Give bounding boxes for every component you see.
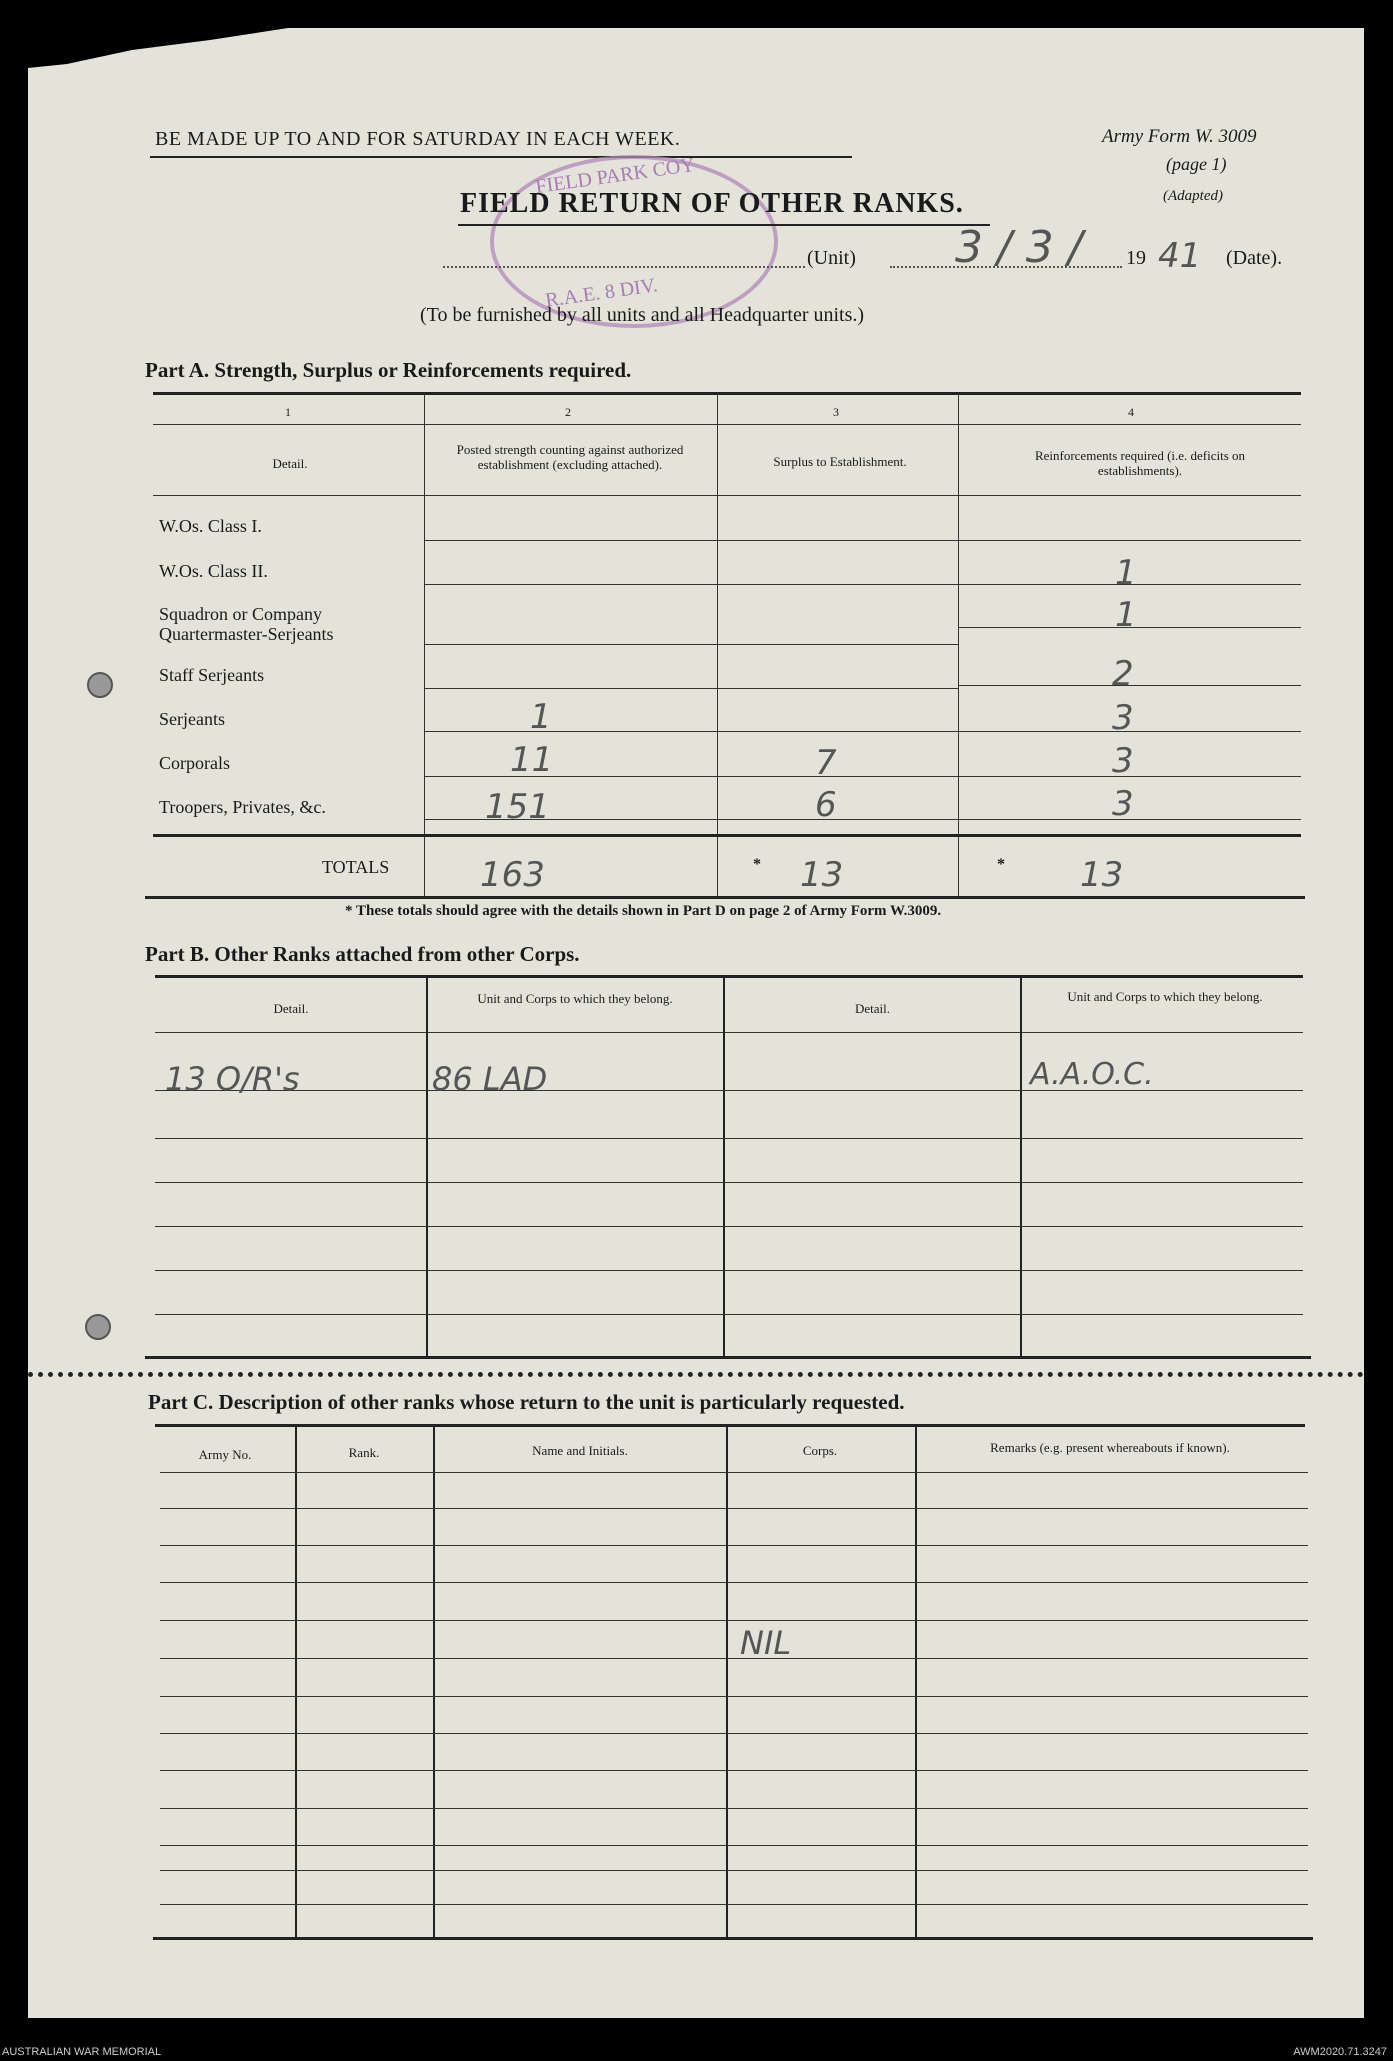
part-c-row-rule — [160, 1870, 1308, 1871]
part-b-heading: Part B. Other Ranks attached from other Corps. — [145, 942, 580, 966]
part-b-bottom-rule — [145, 1356, 1311, 1359]
part-c-row-rule — [160, 1545, 1308, 1546]
page-number: (page 1) — [1166, 154, 1227, 174]
row-rule — [424, 540, 1301, 541]
stamp-top-text: FIELD PARK COY — [534, 153, 697, 199]
row-rule — [424, 819, 1301, 820]
part-b-header-rule — [155, 1032, 1303, 1033]
part-a-top-rule — [153, 392, 1301, 395]
part-a-header-rule — [153, 495, 1301, 496]
row-label-cqms: Squadron or Company Quartermaster-Serjeants — [159, 604, 334, 644]
handwritten-date: 3 / 3 / — [955, 222, 1083, 273]
punch-hole — [87, 672, 113, 698]
part-b-col-divider — [426, 976, 428, 1356]
row-label-serjeants: Serjeants — [159, 709, 225, 729]
surplus-corporals: 7 — [815, 743, 837, 783]
part-b-unit-entry: 86 LAD — [432, 1060, 548, 1098]
part-c-header-remarks: Remarks (e.g. present whereabouts if known). — [990, 1440, 1230, 1455]
part-b-unit2-entry: A.A.O.C. — [1030, 1057, 1154, 1092]
row-rule — [424, 776, 1301, 777]
part-c-row-rule — [160, 1696, 1308, 1697]
stamp-bottom-text: R.A.E. 8 DIV. — [543, 274, 659, 312]
col-number: 3 — [833, 405, 839, 419]
part-b-row-rule — [155, 1226, 1303, 1227]
part-b-row-rule — [155, 1270, 1303, 1271]
total-star: * — [753, 856, 761, 873]
part-b-row-rule — [155, 1182, 1303, 1183]
col-header-posted: Posted strength counting against authorized establishment (excluding attached). — [456, 442, 684, 472]
reinf-cqms: 1 — [1115, 595, 1137, 635]
part-b-detail-entry: 13 O/R's — [165, 1060, 300, 1098]
adapted-label: (Adapted) — [1163, 188, 1223, 204]
handwritten-year: 41 — [1158, 236, 1202, 276]
part-c-col-divider — [726, 1425, 728, 1937]
part-c-header-army-no: Army No. — [198, 1447, 252, 1462]
part-b-row-rule — [155, 1314, 1303, 1315]
part-b-top-rule — [155, 975, 1303, 978]
unit-label: (Unit) — [807, 247, 856, 269]
part-c-row-rule — [160, 1808, 1308, 1809]
part-c-row-rule — [160, 1658, 1308, 1659]
date-label: (Date). — [1226, 247, 1283, 269]
totals-footnote: * These totals should agree with the details shown in Part D on page 2 of Army Form W.3009. — [345, 903, 942, 919]
part-a-col-divider — [717, 393, 718, 898]
instruction-underline — [150, 156, 852, 158]
totals-bottom-rule — [145, 896, 1305, 899]
row-rule — [424, 688, 958, 689]
unit-field[interactable] — [443, 266, 805, 268]
reinf-corporals: 3 — [1112, 741, 1134, 781]
part-c-bottom-rule — [153, 1937, 1313, 1940]
part-c-header-name: Name and Initials. — [532, 1443, 628, 1458]
row-label-staff-serjeants: Staff Serjeants — [159, 665, 265, 685]
part-c-col-divider — [915, 1425, 917, 1937]
year-prefix: 19 — [1126, 247, 1146, 269]
page-title: FIELD RETURN OF OTHER RANKS. — [460, 188, 964, 219]
reinf-serjeants: 3 — [1112, 698, 1134, 738]
col-number: 2 — [565, 405, 571, 419]
part-c-row-rule — [160, 1508, 1308, 1509]
totals-top-rule — [153, 834, 1301, 837]
part-c-top-rule — [155, 1424, 1305, 1427]
part-b-header-unit2: Unit and Corps to which they belong. — [1067, 989, 1263, 1004]
part-c-header-corps: Corps. — [802, 1443, 838, 1458]
total-surplus: 13 — [800, 855, 844, 895]
total-posted: 163 — [480, 855, 545, 895]
part-b-col-divider — [723, 976, 725, 1356]
col-header-reinforcements: Reinforcements required (i.e. deficits on establishments). — [1034, 448, 1246, 478]
reinf-privates: 3 — [1112, 784, 1134, 824]
posted-serjeants: 1 — [530, 697, 552, 737]
row-label-wo1: W.Os. Class I. — [159, 516, 262, 536]
posted-corporals: 11 — [510, 740, 554, 780]
part-c-row-rule — [160, 1620, 1308, 1621]
part-c-row-rule — [160, 1733, 1308, 1734]
part-a-heading: Part A. Strength, Surplus or Reinforcements required. — [145, 358, 632, 382]
punch-hole — [85, 1314, 111, 1340]
title-underline — [458, 224, 990, 226]
row-label-wo2: W.Os. Class II. — [159, 561, 268, 581]
col-number: 4 — [1128, 405, 1134, 419]
part-b-row-rule — [155, 1138, 1303, 1139]
row-label-privates: Troopers, Privates, &c. — [159, 797, 326, 817]
part-c-row-rule — [160, 1904, 1308, 1905]
part-c-col-divider — [295, 1425, 297, 1937]
part-c-row-rule — [160, 1582, 1308, 1583]
part-a-col-divider — [958, 393, 959, 898]
part-c-row-rule — [160, 1845, 1308, 1846]
part-b-header-detail: Detail. — [273, 1001, 309, 1016]
part-b-header-detail2: Detail. — [854, 1001, 890, 1016]
part-a-number-rule — [153, 424, 1301, 425]
furnish-note: (To be furnished by all units and all Headquarter units.) — [420, 304, 865, 326]
part-c-row-rule — [160, 1472, 1308, 1473]
part-c-nil-entry: NIL — [740, 1624, 792, 1662]
footer-accession: AWM2020.71.3247 — [1293, 2046, 1387, 2058]
totals-label: TOTALS — [322, 857, 390, 877]
part-c-col-divider — [433, 1425, 435, 1937]
row-rule — [424, 731, 1301, 732]
total-star: * — [997, 856, 1005, 873]
part-b-col-divider — [1020, 976, 1022, 1356]
row-label-corporals: Corporals — [159, 753, 230, 773]
part-c-heading: Part C. Description of other ranks whose return to the unit is particularly requested. — [148, 1390, 905, 1414]
part-a-col-divider — [424, 393, 425, 898]
reinf-staff-serjeants: 2 — [1112, 654, 1134, 694]
part-b-header-unit: Unit and Corps to which they belong. — [477, 991, 673, 1006]
posted-privates: 151 — [485, 787, 550, 827]
total-reinf: 13 — [1080, 855, 1124, 895]
instruction-text: BE MADE UP TO AND FOR SATURDAY IN EACH WEEK. — [155, 128, 681, 150]
col-header-surplus: Surplus to Establishment. — [773, 454, 907, 469]
perforation-line — [28, 1372, 1364, 1377]
col-number: 1 — [285, 405, 291, 419]
row-rule — [424, 644, 958, 645]
row-rule — [424, 584, 1301, 585]
reinf-wo2: 1 — [1115, 553, 1137, 593]
footer-institution: AUSTRALIAN WAR MEMORIAL — [2, 2046, 162, 2058]
part-c-row-rule — [160, 1770, 1308, 1771]
surplus-privates: 6 — [815, 785, 837, 825]
col-header-detail: Detail. — [272, 456, 308, 471]
form-number: Army Form W. 3009 — [1102, 126, 1257, 147]
part-c-header-rank: Rank. — [348, 1445, 380, 1460]
